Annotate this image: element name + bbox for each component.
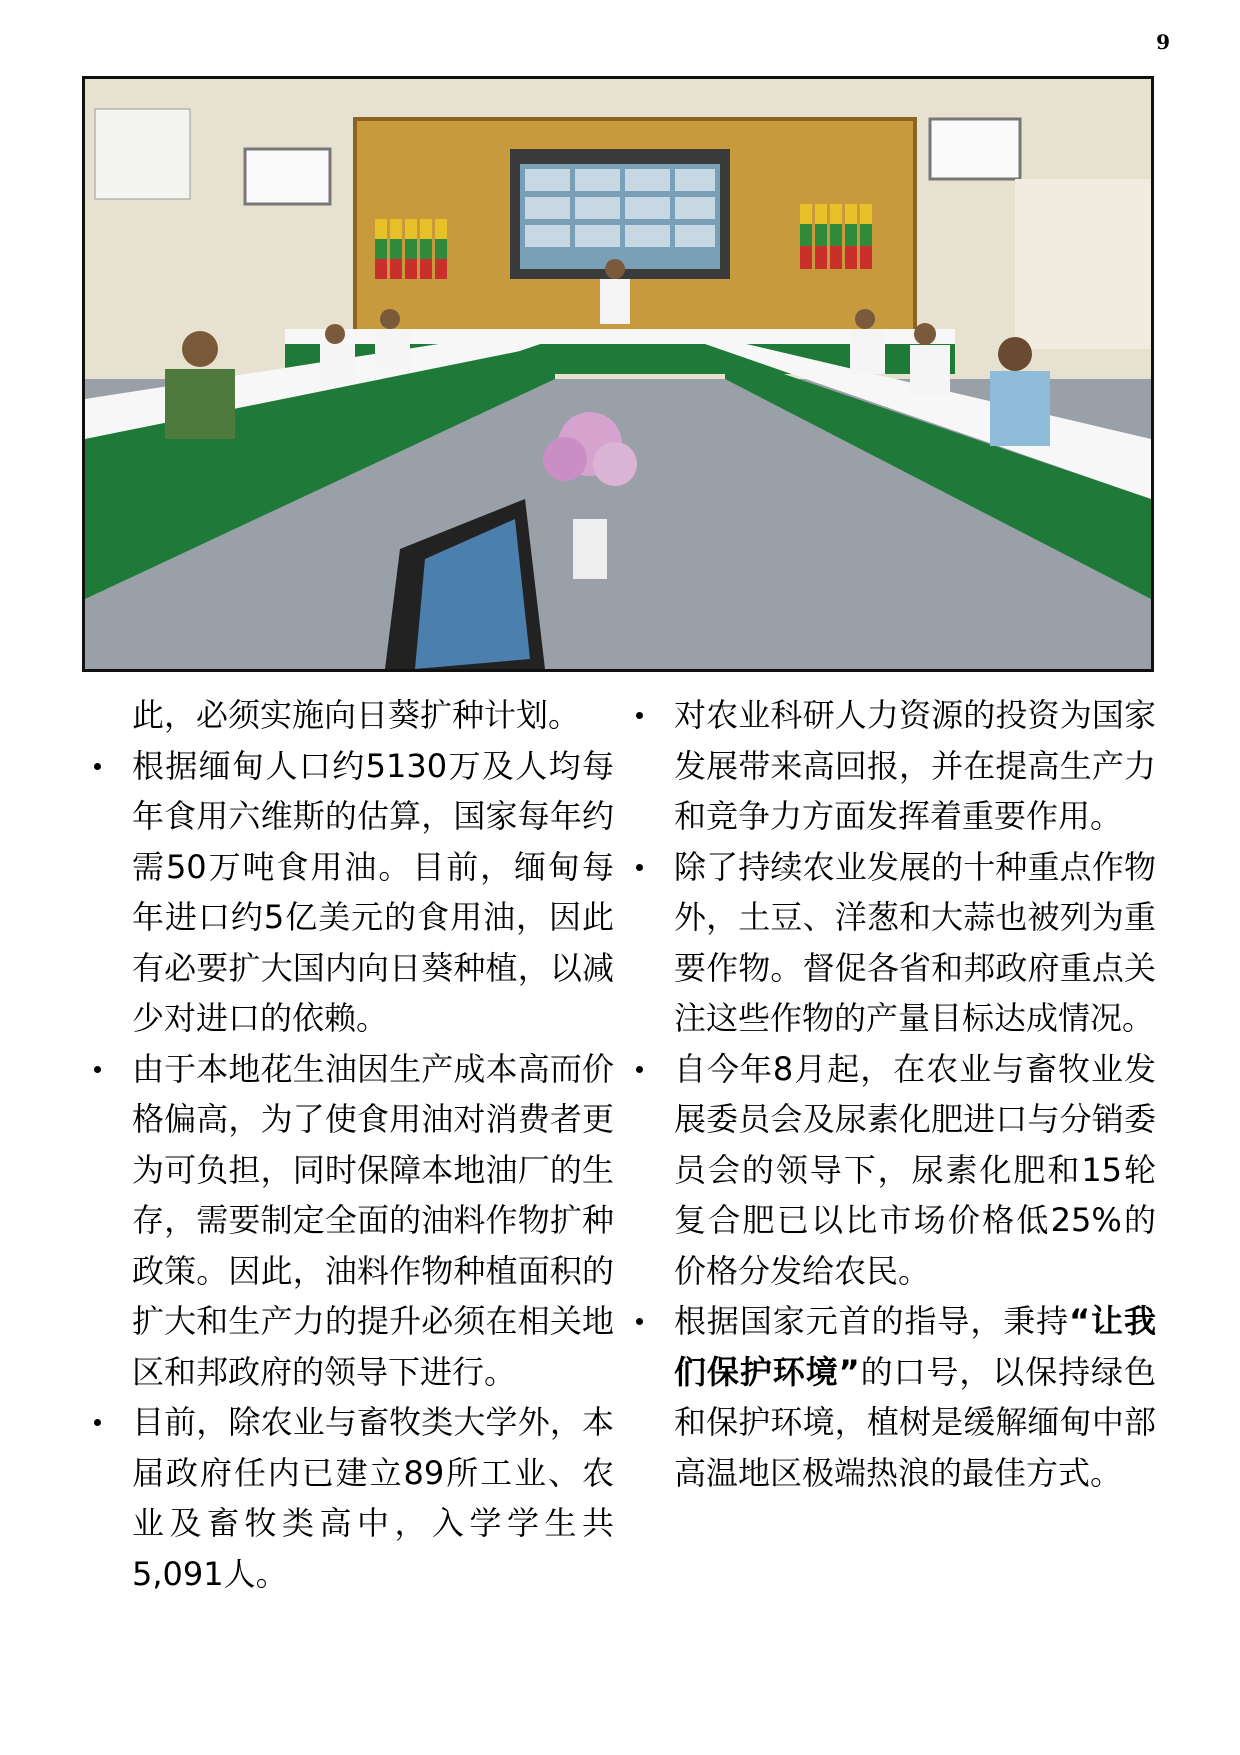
bullet-text-prefix: 根据国家元首的指导，秉持 (674, 1302, 1070, 1340)
bullet-text: 根据缅甸人口约5130万及人均每年食用六维斯的估算，国家每年约需50万吨食用油。目前，缅甸每年进口约5亿美元的食用油，因此有必要扩大国内向日葵种植，以减少对进口的依赖。 (132, 746, 614, 1037)
meeting-photo (82, 76, 1154, 672)
bullet-dot-icon (94, 1419, 101, 1426)
bullet-dot-icon (94, 1066, 101, 1073)
paragraph-continuation: 此，必须实施向日葵扩种计划。 (132, 696, 581, 734)
bullet-dot-icon (636, 1066, 643, 1073)
bullet-dot-icon (636, 1318, 643, 1325)
bullet-item (94, 741, 614, 1044)
bullet-item (636, 1296, 1156, 1498)
bullet-dot-icon (636, 864, 643, 871)
bullet-item (94, 1044, 614, 1398)
bullet-text-suffix: 的口号，以保持绿色和保护环境，植树是缓解缅甸中部高温地区极端热浪的最佳方式。 (674, 1352, 1156, 1492)
bullet-dot-icon (636, 712, 643, 719)
right-column (636, 690, 1156, 1498)
bullet-dot-icon (94, 763, 101, 770)
bullet-item (636, 690, 1156, 842)
left-column (94, 690, 614, 1599)
meeting-photo-illustration (85, 79, 1151, 669)
bullet-item (636, 1044, 1156, 1297)
page-number: 9 (1156, 30, 1170, 54)
bullet-item (94, 1397, 614, 1599)
bullet-item (636, 842, 1156, 1044)
bullet-slogan: “让我们保护环境” (674, 1302, 1156, 1391)
bullet-text: 自今年8月起，在农业与畜牧业发展委员会及尿素化肥进口与分销委员会的领导下，尿素化肥和15轮复合肥已以比市场价格低25%的价格分发给农民。 (674, 1049, 1156, 1290)
bullet-text: 对农业科研人力资源的投资为国家发展带来高回报，并在提高生产力和竞争力方面发挥着重要作用。 (674, 696, 1156, 835)
bullet-text: 由于本地花生油因生产成本高而价格偏高，为了使食用油对消费者更为可负担，同时保障本地油厂的生存，需要制定全面的油料作物扩种政策。因此，油料作物种植面积的扩大和生产力的提升必须在相关地区和邦政府的领导下进行。 (132, 1049, 614, 1391)
bullet-text: 目前，除农业与畜牧类大学外，本届政府任内已建立89所工业、农业及畜牧类高中，入学学生共5,091人。 (132, 1403, 614, 1593)
bullet-text: 除了持续农业发展的十种重点作物外，土豆、洋葱和大蒜也被列为重要作物。督促各省和邦政府重点关注这些作物的产量目标达成情况。 (674, 847, 1156, 1037)
